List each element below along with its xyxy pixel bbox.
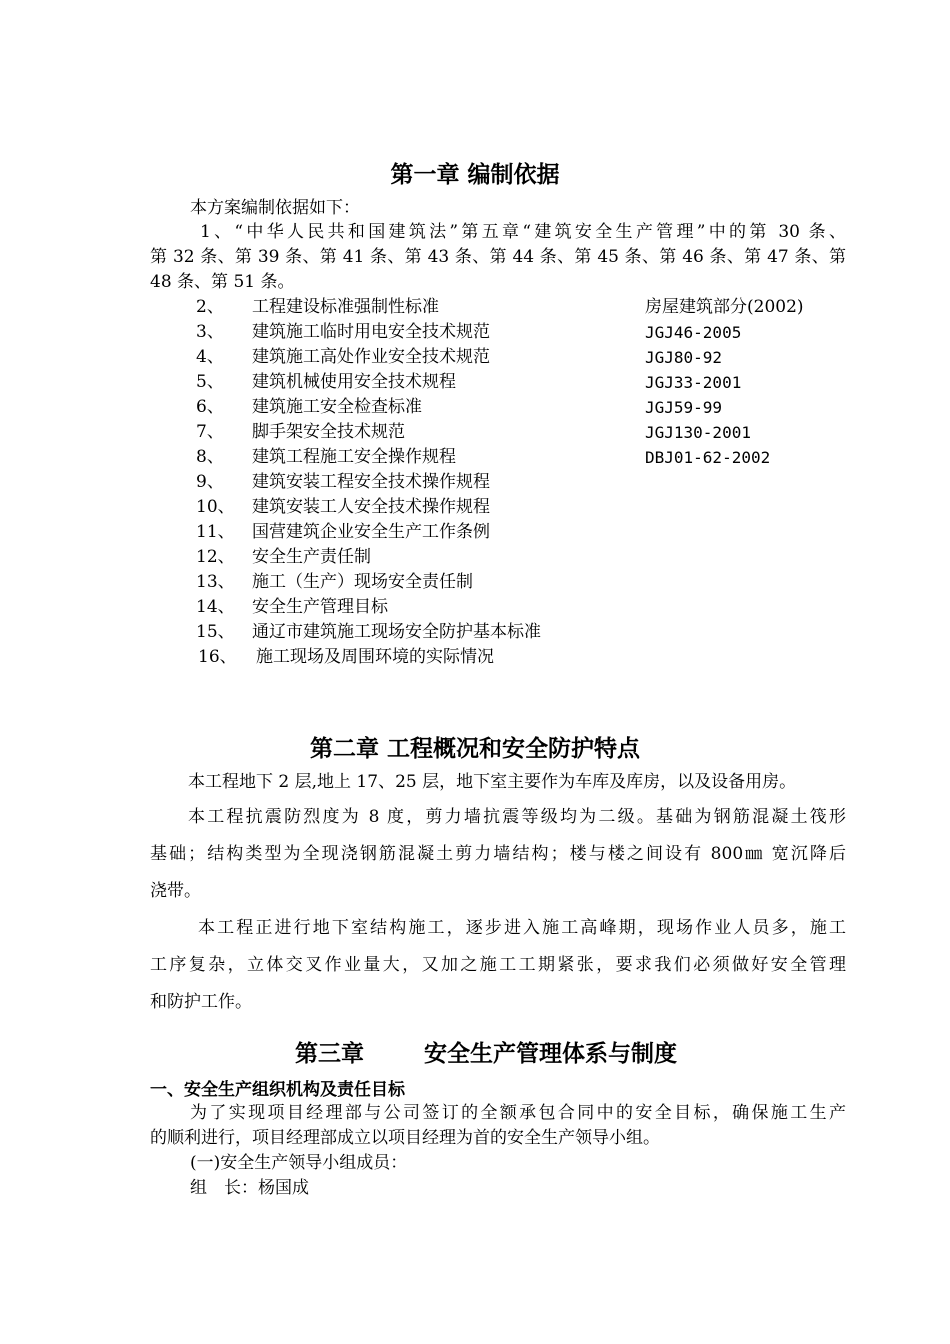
basis-list-item bbox=[0, 470, 950, 495]
leader-label: 组 长： bbox=[190, 1178, 258, 1198]
item-title: 建筑工程施工安全操作规程 bbox=[252, 447, 456, 467]
basis-list-item bbox=[0, 320, 950, 345]
item-number: 13、 bbox=[196, 572, 235, 592]
chapter2-paragraph2-line1: 本工程抗震防烈度为 8 度，剪力墙抗震等级均为二级。基础为钢筋混凝土筏形 bbox=[188, 807, 846, 827]
item-number: 15、 bbox=[196, 622, 235, 642]
item-code: 房屋建筑部分(2002) bbox=[645, 297, 804, 317]
item-number: 8、 bbox=[196, 447, 224, 467]
item-title: 施工现场及周围环境的实际情况 bbox=[256, 647, 494, 667]
chapter3-paragraph-line2: 的顺利进行，项目经理部成立以项目经理为首的安全生产领导小组。 bbox=[150, 1128, 660, 1148]
item-code: JGJ80-92 bbox=[645, 348, 723, 367]
item-title: 通辽市建筑施工现场安全防护基本标准 bbox=[252, 622, 541, 642]
item-code: JGJ46-2005 bbox=[645, 323, 742, 342]
chapter2-paragraph3-line2: 工序复杂，立体交叉作业量大，又加之施工工期紧张，要求我们必须做好安全管理 bbox=[150, 955, 846, 975]
chapter2-title: 第二章 工程概况和安全防护特点 bbox=[309, 736, 640, 762]
item-title: 建筑机械使用安全技术规程 bbox=[252, 372, 456, 392]
chapter3-title-number: 第三章 bbox=[295, 1041, 364, 1067]
item-number: 14、 bbox=[196, 597, 235, 617]
chapter3-title-text: 安全生产管理体系与制度 bbox=[424, 1041, 677, 1067]
chapter2-paragraph3-line3: 和防护工作。 bbox=[150, 992, 252, 1012]
basis-list-item bbox=[0, 645, 950, 670]
chapter1-intro: 本方案编制依据如下： bbox=[190, 198, 360, 218]
item-code: JGJ59-99 bbox=[645, 398, 723, 417]
basis-list-item bbox=[0, 620, 950, 645]
basis-list-item bbox=[0, 445, 950, 470]
item-code: JGJ33-2001 bbox=[645, 373, 742, 392]
item-title: 脚手架安全技术规范 bbox=[252, 422, 405, 442]
basis-list-item bbox=[0, 370, 950, 395]
chapter1-item1-line3: 48 条、第 51 条。 bbox=[150, 272, 295, 292]
item-code: JGJ130-2001 bbox=[645, 423, 751, 442]
basis-list-item bbox=[0, 545, 950, 570]
item-title: 安全生产管理目标 bbox=[252, 597, 388, 617]
chapter2-paragraph2-line3: 浇带。 bbox=[150, 881, 201, 901]
item-title: 国营建筑企业安全生产工作条例 bbox=[252, 522, 490, 542]
item-title: 建筑施工临时用电安全技术规范 bbox=[252, 322, 490, 342]
item-title: 建筑安装工人安全技术操作规程 bbox=[252, 497, 490, 517]
basis-list-item bbox=[0, 520, 950, 545]
item-number: 10、 bbox=[196, 497, 235, 517]
item-number: 3、 bbox=[196, 322, 224, 342]
section-heading: 一、安全生产组织机构及责任目标 bbox=[150, 1080, 405, 1100]
basis-list-item bbox=[0, 595, 950, 620]
item-code: DBJ01-62-2002 bbox=[645, 448, 771, 467]
basis-list-item bbox=[0, 495, 950, 520]
item-number: 12、 bbox=[196, 547, 235, 567]
chapter2-paragraph2-line2: 基础；结构类型为全现浇钢筋混凝土剪力墙结构；楼与楼之间设有 800㎜ 宽沉降后 bbox=[150, 844, 846, 864]
item-title: 安全生产责任制 bbox=[252, 547, 371, 567]
item-number: 9、 bbox=[196, 472, 224, 492]
chapter2-paragraph3-line1: 本工程正进行地下室结构施工，逐步进入施工高峰期，现场作业人员多，施工 bbox=[198, 918, 846, 938]
item-title: 施工（生产）现场安全责任制 bbox=[252, 572, 473, 592]
item-number: 2、 bbox=[196, 297, 224, 317]
chapter1-item1-line1: 1、“中华人民共和国建筑法”第五章“建筑安全生产管理”中的第 30 条、 bbox=[200, 222, 846, 242]
item-number: 5、 bbox=[196, 372, 224, 392]
item-number: 16、 bbox=[198, 647, 237, 667]
basis-list-item bbox=[0, 345, 950, 370]
basis-list-item bbox=[0, 420, 950, 445]
subsection-heading: (一)安全生产领导小组成员： bbox=[190, 1153, 408, 1173]
leader-name: 杨国成 bbox=[258, 1178, 309, 1198]
item-number: 4、 bbox=[196, 347, 224, 367]
chapter2-paragraph1: 本工程地下 2 层,地上 17、25 层，地下室主要作为车库及库房，以及设备用房。 bbox=[188, 772, 797, 792]
basis-list-item bbox=[0, 395, 950, 420]
item-title: 建筑施工安全检查标准 bbox=[252, 397, 422, 417]
item-title: 建筑施工高处作业安全技术规范 bbox=[252, 347, 490, 367]
chapter3-title bbox=[0, 1035, 950, 1067]
item-title: 工程建设标准强制性标准 bbox=[252, 297, 439, 317]
basis-list-item bbox=[0, 295, 950, 320]
basis-list-item bbox=[0, 570, 950, 595]
chapter3-paragraph-line1: 为了实现项目经理部与公司签订的全额承包合同中的安全目标，确保施工生产 bbox=[190, 1103, 846, 1123]
chapter1-title: 第一章 编制依据 bbox=[390, 162, 560, 188]
item-number: 11、 bbox=[196, 522, 235, 542]
leader-row bbox=[190, 1176, 309, 1201]
item-number: 6、 bbox=[196, 397, 224, 417]
item-number: 7、 bbox=[196, 422, 224, 442]
chapter1-item1-line2: 第 32 条、第 39 条、第 41 条、第 43 条、第 44 条、第 45 条、第 46 条、第 47 条、第 bbox=[150, 247, 846, 267]
item-title: 建筑安装工程安全技术操作规程 bbox=[252, 472, 490, 492]
